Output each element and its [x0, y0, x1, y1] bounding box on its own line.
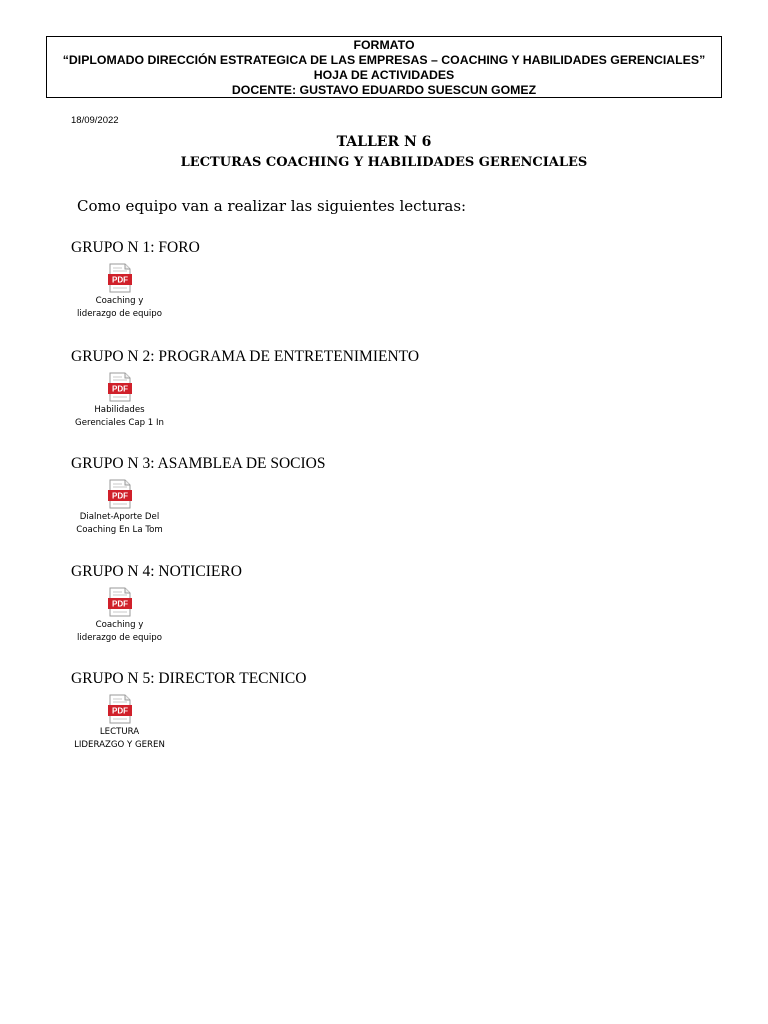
- group-section-2: [71, 348, 471, 428]
- header-teacher: DOCENTE: GUSTAVO EDUARDO SUESCUN GOMEZ: [231, 83, 537, 97]
- pdf-badge: PDF: [112, 275, 128, 285]
- pdf-attachment[interactable]: [71, 263, 168, 323]
- filename-line-2: Gerenciales Cap 1 In: [75, 417, 164, 428]
- group-heading: GRUPO N 1: FORO: [71, 239, 200, 256]
- group-heading: GRUPO N 3: ASAMBLEA DE SOCIOS: [71, 455, 326, 472]
- filename-line-2: LIDERAZGO Y GEREN: [74, 739, 165, 750]
- pdf-badge: PDF: [112, 706, 128, 716]
- pdf-badge: PDF: [112, 384, 128, 394]
- group-heading: GRUPO N 5: DIRECTOR TECNICO: [71, 670, 307, 687]
- filename-line-2: liderazgo de equipo: [76, 308, 163, 319]
- attachment-filename: [71, 726, 168, 751]
- header-sheet-label: HOJA DE ACTIVIDADES: [313, 68, 455, 82]
- pdf-file-icon: [108, 479, 132, 509]
- document-date: 18/09/2022: [71, 115, 119, 126]
- attachment-filename: [71, 295, 168, 320]
- group-section-5: [71, 670, 471, 750]
- workshop-title: TALLER N 6: [336, 134, 432, 150]
- group-section-1: [71, 239, 471, 319]
- pdf-attachment[interactable]: [71, 372, 168, 432]
- pdf-badge: PDF: [112, 599, 128, 609]
- filename-line-1: LECTURA: [99, 727, 140, 737]
- filename-line-1: Dialnet-Aporte Del: [79, 512, 160, 522]
- group-heading: GRUPO N 2: PROGRAMA DE ENTRETENIMIENTO: [71, 348, 420, 365]
- filename-line-1: Coaching y: [95, 296, 144, 306]
- pdf-file-icon: [108, 372, 132, 402]
- pdf-badge: PDF: [112, 491, 128, 501]
- format-header: [46, 36, 722, 98]
- intro-text: Como equipo van a realizar las siguientes lecturas:: [77, 197, 467, 215]
- pdf-attachment[interactable]: [71, 694, 168, 754]
- pdf-attachment[interactable]: [71, 587, 168, 647]
- pdf-file-icon: [108, 694, 132, 724]
- attachment-filename: [71, 619, 168, 644]
- filename-line-2: Coaching En La Tom: [76, 524, 163, 535]
- pdf-attachment[interactable]: [71, 479, 168, 539]
- filename-line-1: Habilidades: [94, 405, 145, 415]
- group-section-3: [71, 455, 471, 535]
- filename-line-1: Coaching y: [95, 620, 144, 630]
- group-section-4: [71, 563, 471, 643]
- pdf-file-icon: [108, 263, 132, 293]
- attachment-filename: [71, 511, 168, 536]
- pdf-file-icon: [108, 587, 132, 617]
- header-diploma-title: “DIPLOMADO DIRECCIÓN ESTRATEGICA DE LAS EMPRESAS – COACHING Y HABILIDADES GERENCIALES”: [62, 53, 706, 67]
- group-heading: GRUPO N 4: NOTICIERO: [71, 563, 242, 580]
- attachment-filename: [71, 404, 168, 429]
- header-format-label: FORMATO: [353, 38, 415, 52]
- filename-line-2: liderazgo de equipo: [76, 632, 163, 643]
- workshop-subtitle: LECTURAS COACHING Y HABILIDADES GERENCIALES: [180, 155, 588, 170]
